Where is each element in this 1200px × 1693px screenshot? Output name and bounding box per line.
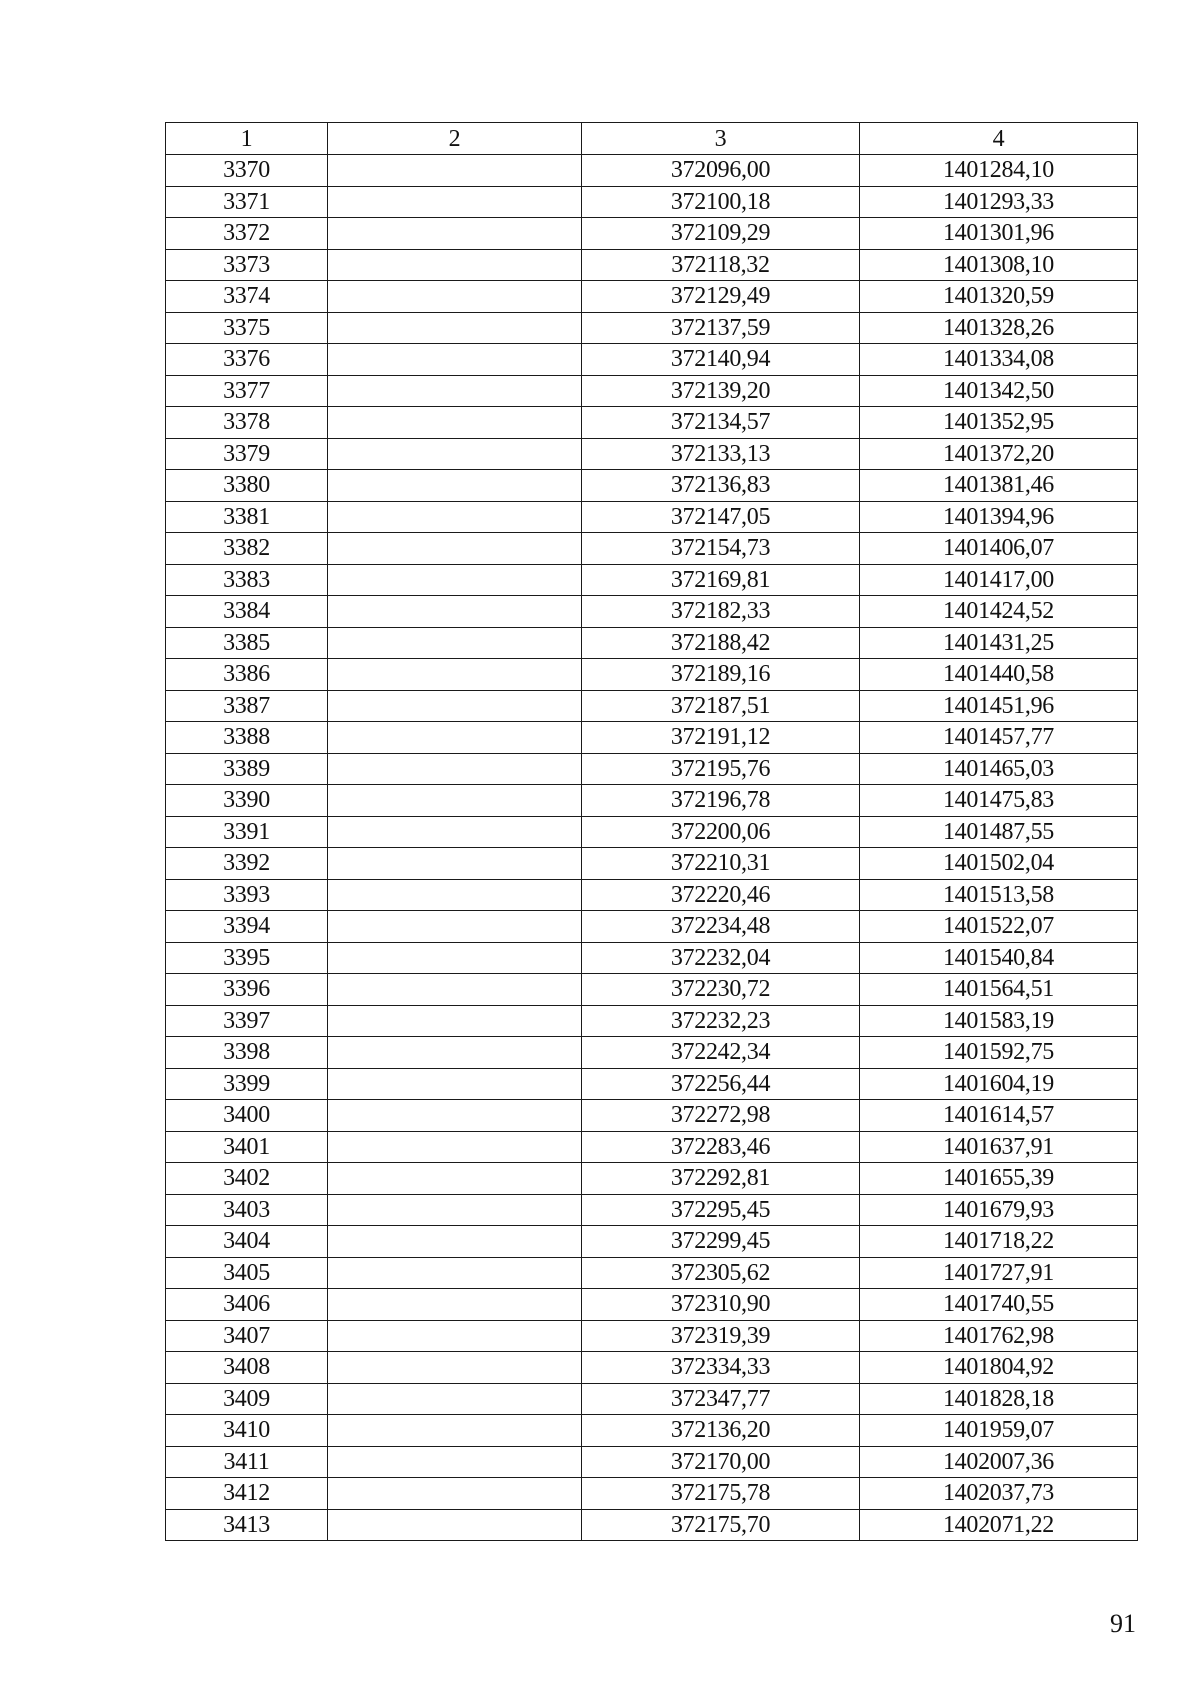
empty-cell [328,1005,582,1037]
x-coordinate-cell: 372319,39 [582,1320,860,1352]
point-number-cell: 3384 [166,596,328,628]
y-coordinate-cell: 1401372,20 [860,438,1138,470]
x-coordinate-cell: 372170,00 [582,1446,860,1478]
x-coordinate-cell: 372169,81 [582,564,860,596]
y-coordinate-cell: 1401727,91 [860,1257,1138,1289]
table-row [166,753,1138,785]
y-coordinate-cell: 1401342,50 [860,375,1138,407]
y-coordinate-cell: 1401440,58 [860,659,1138,691]
y-coordinate-cell: 1401284,10 [860,155,1138,187]
point-number-cell: 3370 [166,155,328,187]
y-coordinate-cell: 1401540,84 [860,942,1138,974]
y-coordinate-cell: 1401487,55 [860,816,1138,848]
x-coordinate-cell: 372272,98 [582,1100,860,1132]
table-row [166,627,1138,659]
point-number-cell: 3391 [166,816,328,848]
y-coordinate-cell: 1401718,22 [860,1226,1138,1258]
x-coordinate-cell: 372109,29 [582,218,860,250]
empty-cell [328,1383,582,1415]
x-coordinate-cell: 372182,33 [582,596,860,628]
y-coordinate-cell: 1401583,19 [860,1005,1138,1037]
x-coordinate-cell: 372292,81 [582,1163,860,1195]
point-number-cell: 3380 [166,470,328,502]
table-row [166,1100,1138,1132]
point-number-cell: 3403 [166,1194,328,1226]
x-coordinate-cell: 372139,20 [582,375,860,407]
empty-cell [328,785,582,817]
x-coordinate-cell: 372347,77 [582,1383,860,1415]
table-row [166,1131,1138,1163]
table-row [166,501,1138,533]
y-coordinate-cell: 1401320,59 [860,281,1138,313]
empty-cell [328,1194,582,1226]
point-number-cell: 3388 [166,722,328,754]
point-number-cell: 3405 [166,1257,328,1289]
x-coordinate-cell: 372256,44 [582,1068,860,1100]
empty-cell [328,1131,582,1163]
empty-cell [328,533,582,565]
table-row [166,1163,1138,1195]
empty-cell [328,1257,582,1289]
empty-cell [328,501,582,533]
empty-cell [328,659,582,691]
header-row [166,123,1138,155]
x-coordinate-cell: 372242,34 [582,1037,860,1069]
x-coordinate-cell: 372187,51 [582,690,860,722]
table-row [166,564,1138,596]
table-row [166,1068,1138,1100]
table-row [166,155,1138,187]
x-coordinate-cell: 372140,94 [582,344,860,376]
column-header-2: 2 [328,123,582,155]
y-coordinate-cell: 1401828,18 [860,1383,1138,1415]
point-number-cell: 3395 [166,942,328,974]
point-number-cell: 3374 [166,281,328,313]
y-coordinate-cell: 1401513,58 [860,879,1138,911]
table-row [166,911,1138,943]
empty-cell [328,1289,582,1321]
empty-cell [328,722,582,754]
table-row [166,186,1138,218]
table-row [166,1509,1138,1541]
table-row [166,1037,1138,1069]
y-coordinate-cell: 1401762,98 [860,1320,1138,1352]
table-row [166,722,1138,754]
y-coordinate-cell: 1401614,57 [860,1100,1138,1132]
point-number-cell: 3400 [166,1100,328,1132]
x-coordinate-cell: 372096,00 [582,155,860,187]
y-coordinate-cell: 1401293,33 [860,186,1138,218]
empty-cell [328,690,582,722]
y-coordinate-cell: 1401424,52 [860,596,1138,628]
empty-cell [328,627,582,659]
y-coordinate-cell: 1401740,55 [860,1289,1138,1321]
coordinates-table [165,122,1138,1541]
empty-cell [328,186,582,218]
point-number-cell: 3372 [166,218,328,250]
y-coordinate-cell: 1401417,00 [860,564,1138,596]
y-coordinate-cell: 1401465,03 [860,753,1138,785]
empty-cell [328,344,582,376]
column-header-4: 4 [860,123,1138,155]
x-coordinate-cell: 372220,46 [582,879,860,911]
y-coordinate-cell: 1401475,83 [860,785,1138,817]
table-row [166,1005,1138,1037]
empty-cell [328,155,582,187]
table-row [166,312,1138,344]
empty-cell [328,1415,582,1447]
point-number-cell: 3402 [166,1163,328,1195]
column-header-1: 1 [166,123,328,155]
x-coordinate-cell: 372189,16 [582,659,860,691]
empty-cell [328,942,582,974]
table-row [166,942,1138,974]
table-row [166,344,1138,376]
point-number-cell: 3377 [166,375,328,407]
empty-cell [328,816,582,848]
table-row [166,1226,1138,1258]
point-number-cell: 3390 [166,785,328,817]
x-coordinate-cell: 372100,18 [582,186,860,218]
x-coordinate-cell: 372133,13 [582,438,860,470]
x-coordinate-cell: 372295,45 [582,1194,860,1226]
x-coordinate-cell: 372118,32 [582,249,860,281]
y-coordinate-cell: 1401804,92 [860,1352,1138,1384]
table-row [166,1415,1138,1447]
point-number-cell: 3378 [166,407,328,439]
empty-cell [328,753,582,785]
y-coordinate-cell: 1401522,07 [860,911,1138,943]
table-row [166,816,1138,848]
empty-cell [328,281,582,313]
empty-cell [328,564,582,596]
point-number-cell: 3379 [166,438,328,470]
x-coordinate-cell: 372310,90 [582,1289,860,1321]
y-coordinate-cell: 1401406,07 [860,533,1138,565]
point-number-cell: 3392 [166,848,328,880]
x-coordinate-cell: 372175,78 [582,1478,860,1510]
empty-cell [328,1320,582,1352]
x-coordinate-cell: 372232,04 [582,942,860,974]
x-coordinate-cell: 372210,31 [582,848,860,880]
empty-cell [328,249,582,281]
x-coordinate-cell: 372137,59 [582,312,860,344]
point-number-cell: 3407 [166,1320,328,1352]
table-row [166,1257,1138,1289]
x-coordinate-cell: 372232,23 [582,1005,860,1037]
point-number-cell: 3397 [166,1005,328,1037]
point-number-cell: 3393 [166,879,328,911]
point-number-cell: 3381 [166,501,328,533]
point-number-cell: 3401 [166,1131,328,1163]
y-coordinate-cell: 1402007,36 [860,1446,1138,1478]
table-row [166,218,1138,250]
y-coordinate-cell: 1401679,93 [860,1194,1138,1226]
y-coordinate-cell: 1401451,96 [860,690,1138,722]
y-coordinate-cell: 1401301,96 [860,218,1138,250]
y-coordinate-cell: 1401352,95 [860,407,1138,439]
point-number-cell: 3413 [166,1509,328,1541]
y-coordinate-cell: 1401564,51 [860,974,1138,1006]
table-row [166,470,1138,502]
page-number: 91 [1110,1609,1136,1638]
point-number-cell: 3383 [166,564,328,596]
point-number-cell: 3386 [166,659,328,691]
x-coordinate-cell: 372200,06 [582,816,860,848]
point-number-cell: 3410 [166,1415,328,1447]
point-number-cell: 3375 [166,312,328,344]
empty-cell [328,1478,582,1510]
empty-cell [328,1163,582,1195]
x-coordinate-cell: 372334,33 [582,1352,860,1384]
point-number-cell: 3373 [166,249,328,281]
table-header [166,123,1138,155]
y-coordinate-cell: 1401959,07 [860,1415,1138,1447]
table-row [166,1446,1138,1478]
point-number-cell: 3396 [166,974,328,1006]
point-number-cell: 3399 [166,1068,328,1100]
point-number-cell: 3412 [166,1478,328,1510]
x-coordinate-cell: 372299,45 [582,1226,860,1258]
x-coordinate-cell: 372230,72 [582,974,860,1006]
point-number-cell: 3398 [166,1037,328,1069]
x-coordinate-cell: 372154,73 [582,533,860,565]
empty-cell [328,1352,582,1384]
x-coordinate-cell: 372136,20 [582,1415,860,1447]
y-coordinate-cell: 1402037,73 [860,1478,1138,1510]
table-row [166,659,1138,691]
table-row [166,785,1138,817]
x-coordinate-cell: 372136,83 [582,470,860,502]
empty-cell [328,911,582,943]
y-coordinate-cell: 1401431,25 [860,627,1138,659]
table-row [166,1352,1138,1384]
empty-cell [328,974,582,1006]
empty-cell [328,218,582,250]
table-row [166,407,1138,439]
empty-cell [328,438,582,470]
empty-cell [328,1509,582,1541]
point-number-cell: 3408 [166,1352,328,1384]
table-row [166,1320,1138,1352]
y-coordinate-cell: 1401502,04 [860,848,1138,880]
point-number-cell: 3389 [166,753,328,785]
y-coordinate-cell: 1401592,75 [860,1037,1138,1069]
x-coordinate-cell: 372191,12 [582,722,860,754]
table-row [166,690,1138,722]
table-row [166,249,1138,281]
table-row [166,1194,1138,1226]
table-row [166,596,1138,628]
point-number-cell: 3382 [166,533,328,565]
x-coordinate-cell: 372234,48 [582,911,860,943]
point-number-cell: 3387 [166,690,328,722]
point-number-cell: 3409 [166,1383,328,1415]
point-number-cell: 3376 [166,344,328,376]
empty-cell [328,312,582,344]
y-coordinate-cell: 1401334,08 [860,344,1138,376]
point-number-cell: 3404 [166,1226,328,1258]
table-row [166,438,1138,470]
empty-cell [328,407,582,439]
empty-cell [328,1037,582,1069]
table-row [166,1478,1138,1510]
empty-cell [328,1068,582,1100]
empty-cell [328,848,582,880]
x-coordinate-cell: 372195,76 [582,753,860,785]
y-coordinate-cell: 1401637,91 [860,1131,1138,1163]
point-number-cell: 3371 [166,186,328,218]
column-header-3: 3 [582,123,860,155]
point-number-cell: 3394 [166,911,328,943]
empty-cell [328,596,582,628]
empty-cell [328,1226,582,1258]
y-coordinate-cell: 1402071,22 [860,1509,1138,1541]
x-coordinate-cell: 372129,49 [582,281,860,313]
x-coordinate-cell: 372134,57 [582,407,860,439]
point-number-cell: 3406 [166,1289,328,1321]
x-coordinate-cell: 372188,42 [582,627,860,659]
x-coordinate-cell: 372305,62 [582,1257,860,1289]
table-row [166,1383,1138,1415]
empty-cell [328,375,582,407]
empty-cell [328,470,582,502]
empty-cell [328,1446,582,1478]
y-coordinate-cell: 1401308,10 [860,249,1138,281]
y-coordinate-cell: 1401394,96 [860,501,1138,533]
point-number-cell: 3385 [166,627,328,659]
point-number-cell: 3411 [166,1446,328,1478]
x-coordinate-cell: 372283,46 [582,1131,860,1163]
y-coordinate-cell: 1401457,77 [860,722,1138,754]
x-coordinate-cell: 372175,70 [582,1509,860,1541]
table-row [166,281,1138,313]
y-coordinate-cell: 1401328,26 [860,312,1138,344]
empty-cell [328,1100,582,1132]
table-body [166,155,1138,1541]
x-coordinate-cell: 372147,05 [582,501,860,533]
empty-cell [328,879,582,911]
table-row [166,848,1138,880]
y-coordinate-cell: 1401604,19 [860,1068,1138,1100]
table-row [166,879,1138,911]
table-row [166,974,1138,1006]
x-coordinate-cell: 372196,78 [582,785,860,817]
y-coordinate-cell: 1401381,46 [860,470,1138,502]
table-row [166,375,1138,407]
table-row [166,533,1138,565]
y-coordinate-cell: 1401655,39 [860,1163,1138,1195]
table-row [166,1289,1138,1321]
